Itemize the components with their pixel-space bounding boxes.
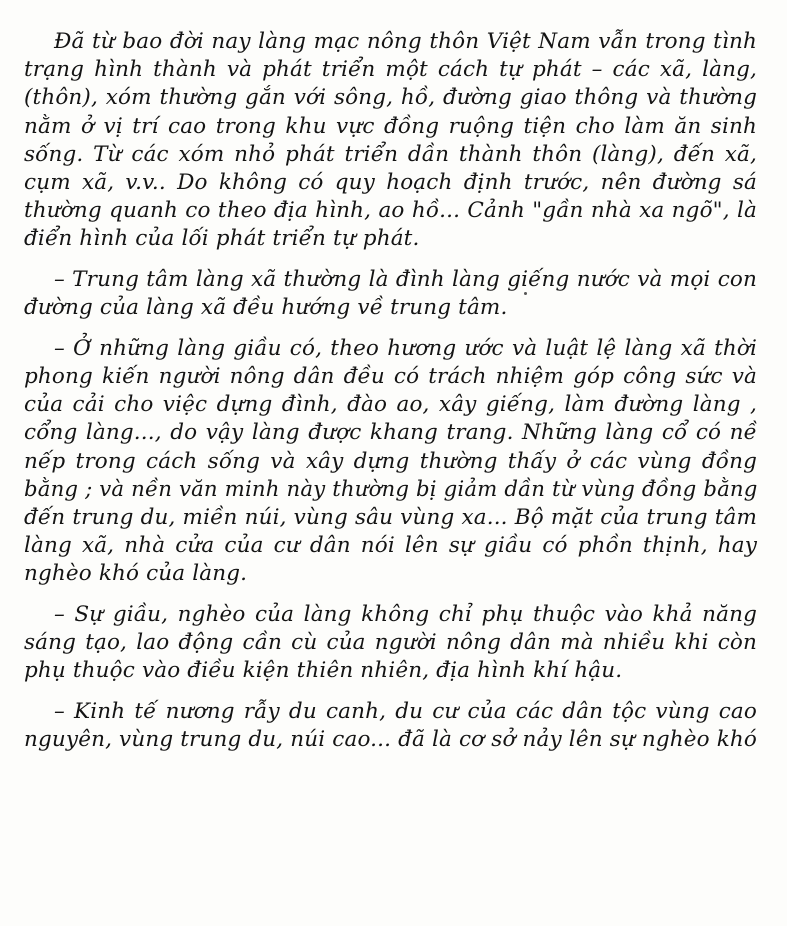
- paragraph-shifting-cultivation: [24, 698, 757, 754]
- paragraph-village-origins: [24, 28, 757, 254]
- paragraph-village-center: [24, 266, 757, 322]
- text-line: sáng tạo, lao động cần cù của người nông dân mà nhiều khi còn: [24, 630, 757, 656]
- text-line: phụ thuộc vào điều kiện thiên nhiên, địa hình khí hậu.: [24, 658, 623, 684]
- text-line: điển hình của lối phát triển tự phát.: [24, 226, 420, 252]
- paragraph-wealth-factors: [24, 601, 757, 686]
- text-line: đến trung du, miền núi, vùng sâu vùng xa... Bộ mặt của trung tâm: [24, 505, 757, 530]
- paragraph-wealthy-villages: [24, 335, 757, 589]
- text-line: nằm ở vị trí cao trong khu vực đồng ruộng tiện cho làm ăn sinh: [24, 113, 757, 139]
- text-line: bằng ; và nền văn minh này thường bị giảm dần từ vùng đồng bằng: [24, 476, 758, 502]
- text-line: làng xã, nhà cửa của cư dân nói lên sự giầu có phồn thịnh, hay: [24, 533, 757, 559]
- text-line: – Kinh tế nương rẫy du canh, du cư của các dân tộc vùng cao: [54, 699, 757, 725]
- text-line: cụm xã, v.v.. Do không có quy hoạch định trước, nên đường sá: [24, 169, 757, 195]
- text-line: nếp trong cách sống và xây dựng thường thấy ở các vùng đồng: [24, 448, 757, 474]
- text-line: của cải cho việc dựng đình, đào ao, xây giếng, làm đường làng ,: [24, 392, 757, 418]
- text-line: – Sự giầu, nghèo của làng không chỉ phụ thuộc vào khả năng: [54, 602, 757, 628]
- text-line: đường của làng xã đều hướng về trung tâm.: [24, 295, 508, 321]
- scan-speck: [524, 292, 527, 295]
- text-line: Đã từ bao đời nay làng mạc nông thôn Việt Nam vẫn trong tình: [54, 29, 757, 54]
- text-line: sống. Từ các xóm nhỏ phát triển dần thành thôn (làng), đến xã,: [24, 141, 757, 167]
- text-line: nguyên, vùng trung du, núi cao... đã là cơ sở nảy lên sự nghèo khó: [24, 727, 757, 753]
- text-line: – Trung tâm làng xã thường là đình làng giếng nước và mọi con: [54, 267, 757, 292]
- text-line: – Ở những làng giầu có, theo hương ước và luật lệ làng xã thời: [54, 335, 757, 361]
- text-line: cổng làng..., do vậy làng được khang trang. Những làng cổ có nề: [24, 420, 757, 446]
- text-line: trạng hình thành và phát triển một cách tự phát – các xã, làng,: [24, 57, 757, 83]
- text-line: (thôn), xóm thường gắn với sông, hồ, đường giao thông và thường: [24, 85, 757, 111]
- text-line: nghèo khó của làng.: [24, 561, 248, 587]
- text-line: phong kiến người nông dân đều có trách nhiệm góp công sức và: [24, 364, 757, 390]
- text-line: thường quanh co theo địa hình, ao hồ... Cảnh "gần nhà xa ngõ", là: [24, 198, 757, 224]
